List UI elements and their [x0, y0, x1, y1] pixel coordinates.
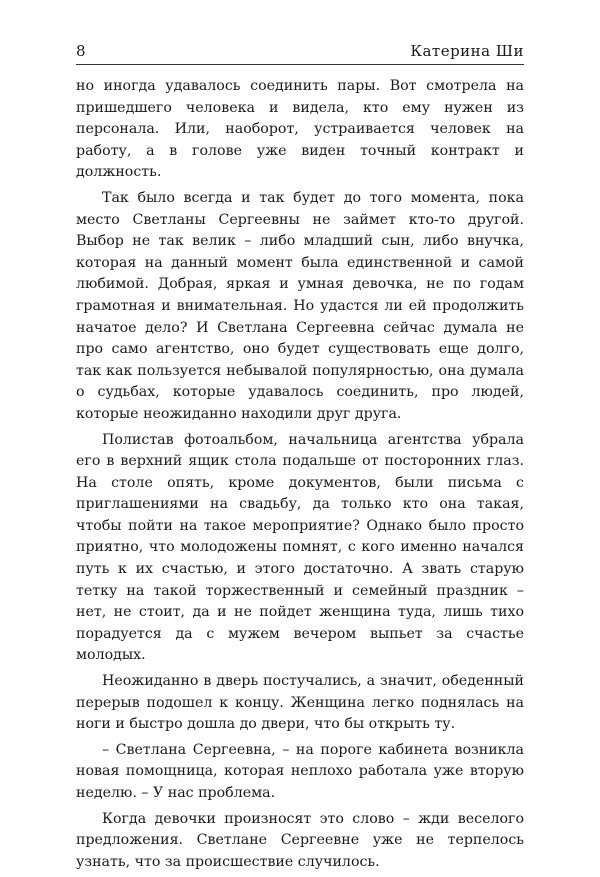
paragraph: Неожиданно в дверь постучались, а значит, обеденный перерыв подошел к концу. Женщина легко поднялась на ноги и быстро дошла до двери, что бы открыть ту. [76, 673, 524, 733]
paragraph-continuation: но иногда удавалось соединить пары. Вот смотрела на пришедшего человека и видела, кто ему нужен из персонала. Или, наоборот, устраивается человек на работу, а в голове уже виден точный контракт и должность. [76, 78, 524, 181]
paragraph: Так было всегда и так будет до того момента, пока место Светланы Сергеевны не займет кто-то другой. Выбор не так велик – либо младший сын, либо внучка, которая на данный момент была единственной и самой любимой. Добрая, яркая и умная девочка, не по годам грамотная и внимательная. Но удастся ли ей продолжить начатое дело? И Светлана Сергеевна сейчас думала не про само агентство, оно будет существовать еще долго, так как пользуется небывалой популярностью, она думала о судьбах, которые удавалось соединить, про людей, которые неожиданно находили друг друга. [76, 189, 524, 422]
paragraph: Полистав фотоальбом, начальница агентства убрала его в верхний ящик стола подальше от посторонних глаз. На столе опять, кроме документов, были письма с приглашениями на свадьбу, да только кто она такая, чтобы пойти на такое мероприятие? Однако было просто приятно, что молодожены помнят, с кого именно начался путь к их счастью, и этого достаточно. А звать старую тетку на такой торжественный и семейный праздник – нет, не стоит, да и не пойдет женщина туда, лишь тихо порадуется да с мужем вечером выпьет за счастье молодых. [76, 431, 524, 664]
body-text [76, 76, 524, 877]
running-header [76, 42, 524, 65]
running-title-author: Катерина Ши [410, 42, 524, 60]
page-number: 8 [76, 42, 86, 60]
paragraph: Когда девочки произносят это слово – жди веселого предложения. Светлане Сергеевне уже не терпелось узнать, что за происшествие случилось. [76, 810, 524, 870]
dialogue-paragraph: – Светлана Сергеевна, – на пороге кабинета возникла новая помощница, которая неплохо работала уже вторую неделю. – У нас проблема. [76, 741, 524, 801]
